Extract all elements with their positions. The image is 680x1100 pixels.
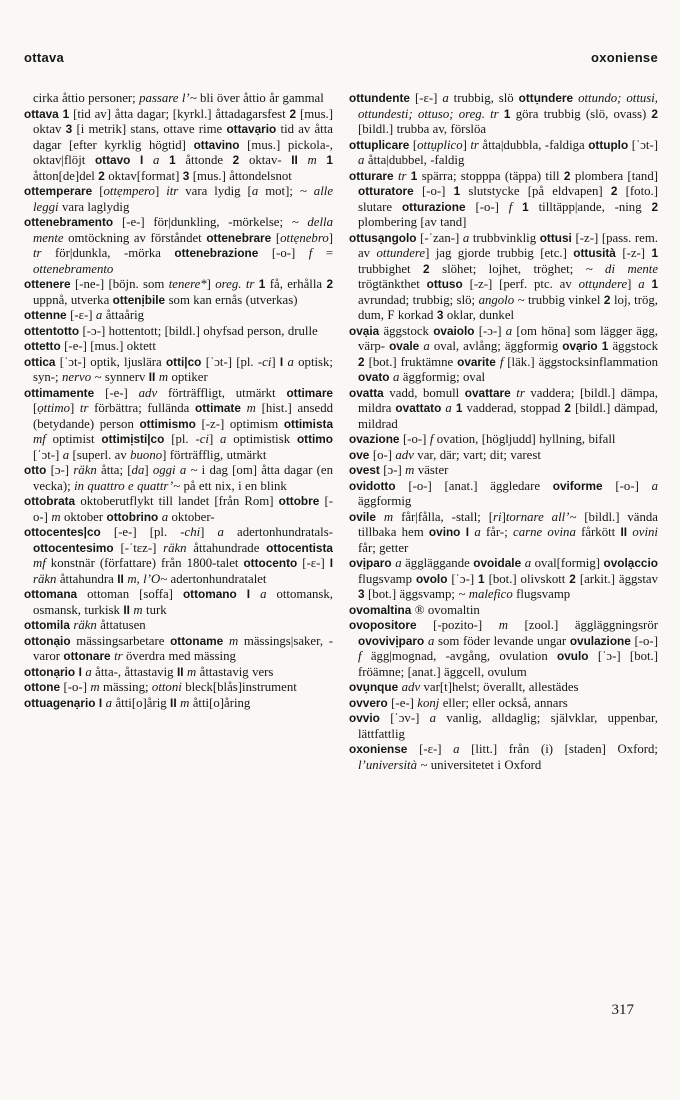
dictionary-entry: ottenne [-ɛ-] a åttaårig [24, 308, 145, 322]
dictionary-entry: ottentotto [-ɔ-] hottentott; [bildl.] ohyfsad person, drulle [24, 323, 318, 338]
dictionary-entry: ottica [ˈɔt-] optik, ljuslära otti|co [ˈɔt-] [pl. -ci] I a optisk; syn-; nervo ~ synnerv II m optiker [24, 354, 333, 384]
dictionary-entry: ovvio [ˈɔv-] a vanlig, alldaglig; självklar, uppenbar, lättfattlig [349, 711, 658, 741]
dictionary-entry: ottonạio mässingsarbetare ottoname m mässings|saker, -varor ottonare tr överdra med mässing [24, 633, 333, 663]
dictionary-entry: ottimamente [-e-] adv förträffligt, utmärkt ottimare [ọttimo] tr förbättra; fullända ottimate m [hist.] ansedd (betydande) person ottimismo [-z-] optimism ottimista mf optimist ottimịsti|co [pl. -ci] a optimistisk ottimo [ˈɔt-] a [superl. av buono] förträfflig, utmärkt [24, 385, 334, 462]
dictionary-entry: ottone [-o-] m mässing; ottoni bleck[blås]instrument [24, 680, 297, 694]
dictionary-entry: ottundente [-ɛ-] a trubbig, slö ottụndere ottundo; ottusi, ottundesti; ottuso; oreg. tr 1 göra trubbig (slö, ovass) 2 [bildl.] trubba av, förslöa [349, 91, 659, 136]
dictionary-entry: ove [o-] adv var, där; vart; dit; varest [349, 447, 541, 462]
column-left [24, 91, 333, 773]
dictionary-entry: ovomaltina ® ovomaltin [349, 602, 480, 617]
dictionary-entry: oxoniense [-ɛ-] a [litt.] från (i) [staden] Oxford; l’università ~ universitetet i Oxford [349, 742, 658, 772]
dictionary-entry: ottava 1 [tid av] åtta dagar; [kyrkl.] åttadagarsfest 2 [mus.] oktav 3 [i metrik] stans, ottave rime ottavạrio tid av åtta dagar [efter kyrklig högtid] ottavino [mus.] pickola-, oktav|flöjt ottavo I a 1 åttonde 2 oktav- II m 1 åtton[de]del 2 oktav[format] 3 [mus.] åttondelsnot [24, 106, 334, 183]
dictionary-entry: ottomila räkn åttatusen [24, 618, 146, 632]
text-columns [24, 91, 658, 773]
dictionary-entry: ovopositore [-pozito-] m [zool.] äggläggningsrör ovovivịparo a som föder levande ungar ovulazione [-o-] f ägg|mognad, -avgång, ovulation ovulo [ˈɔ-] [bot.] fröämne; [anat.] äggcell, ovulum [349, 618, 659, 679]
dictionary-entry: ottenebramento [-e-] för|dunkling, -mörkelse; ~ della mente omtöckning av förståndet ottenebrare [ottẹnebro] tr för|dunkla, -mörka ottenebrazione [-o-] f = ottenebramento [24, 215, 334, 276]
dictionary-entry: ottuplicare [ottụplico] tr åtta|dubbla, -faldiga ottuplo [ˈɔt-] a åtta|dubbel, -faldig [349, 137, 658, 167]
dictionary-entry: ovidotto [-o-] [anat.] äggledare oviforme [-o-] a äggformig [349, 478, 658, 508]
running-head [24, 50, 658, 65]
dictionary-entry: ovile m får|fålla, -stall; [ri]tornare all’~ [bildl.] vända tillbaka hem ovino I a får-; carne ovina fårkött II ovini får; getter [349, 509, 658, 555]
dictionary-entry: ottemperare [ottẹmpero] itr vara lydig [a mot]; ~ alle leggi vara laglydig [24, 184, 333, 214]
dictionary-entry: ovạia äggstock ovaiolo [-ɔ-] a [om höna] som lägger ägg, värp- ovale a oval, avlång; äggformig ovạrio 1 äggstock 2 [bot.] fruktämne ovarite f [läk.] äggstocksinflammation ovato a äggformig; oval [349, 323, 658, 384]
dictionary-entry: ottusạngolo [-ˈzan-] a trubbvinklig ottusi [-z-] [pass. rem. av ottundere] jag gjorde trubbig [etc.] ottusità [-z-] 1 trubbighet 2 slöhet; lojhet, tröghet; ~ di mente trögtänkthet ottuso [-z-] [perf. ptc. av ottụndere] a 1 avrundad; trubbig; slö; angolo ~ trubbig vinkel 2 loj, trög, dum, F korkad 3 oklar, dunkel [349, 230, 659, 322]
dictionary-entry: ovịparo a äggläggande ovoidale a oval[formig] ovolạccio flugsvamp ovolo [ˈɔ-] 1 [bot.] olivskott 2 [arkit.] äggstav 3 [bot.] äggsvamp; ~ malefico flugsvamp [349, 556, 658, 601]
dictionary-entry: ottocentes|co [-e-] [pl. -chi] a adertonhundratals- ottocentesimo [-ˈtɛz-] räkn åttahundrade ottocentista mf konstnär (författare) från 1800-talet ottocento [-ɛ-] I räkn åttahundra II m, l’O~ adertonhundratalet [24, 525, 333, 586]
running-head-left: ottava [24, 50, 65, 65]
dictionary-entry: ottetto [-e-] [mus.] oktett [24, 339, 156, 353]
dictionary-entry: ottobrata oktoberutflykt till landet [från Rom] ottobre [-o-] m oktober ottobrino a oktober- [24, 494, 334, 524]
dictionary-entry: cirka åttio personer; passare l’~ bli över åttio år gammal [33, 91, 324, 105]
running-head-right: oxoniense [591, 50, 658, 65]
dictionary-entry: ottenere [-ne-] [böjn. som tenere*] oreg. tr 1 få, erhålla 2 uppnå, utverka ottenịbile som kan ernås (utverkas) [24, 277, 333, 307]
dictionary-entry: ottonạrio I a åtta-, åttastavig II m åttastavig vers [24, 664, 274, 679]
dictionary-entry: otto [ɔ-] räkn åtta; [da] oggi a ~ i dag [om] åtta dagar (en vecka); in quattro e quattr’~ på ett nix, i en blink [24, 463, 333, 493]
column-right [349, 91, 658, 773]
page-number: 317 [611, 1002, 634, 1018]
dictionary-entry: ottomana ottoman [soffa] ottomano I a ottomansk, osmansk, turkisk II m turk [24, 587, 333, 617]
dictionary-entry: otturare tr 1 spärra; stopppa (täppa) till 2 plombera [tand] otturatore [-o-] 1 slutstycke [på eldvapen] 2 [foto.] slutare otturazione [-o-] f 1 tilltäpp|ande, -ning 2 plombering [av tand] [349, 168, 658, 229]
dictionary-entry: ovazione [-o-] f ovation, [högljudd] hyllning, bifall [349, 432, 616, 446]
dictionary-entry: ottuagenạrio I a åtti[o]årig II m åtti[o]åring [24, 695, 251, 710]
dictionary-entry: ovest [ɔ-] m väster [349, 463, 449, 477]
dictionary-entry: ovatta vadd, bomull ovattare tr vaddera; [bildl.] dämpa, mildra ovattato a 1 vadderad, stoppad 2 [bildl.] dämpad, mildrad [349, 385, 658, 431]
dictionary-entry: ovụnque adv var[t]helst; överallt, allestädes [349, 680, 579, 694]
dictionary-entry: ovvero [-e-] konj eller; eller också, annars [349, 695, 568, 710]
